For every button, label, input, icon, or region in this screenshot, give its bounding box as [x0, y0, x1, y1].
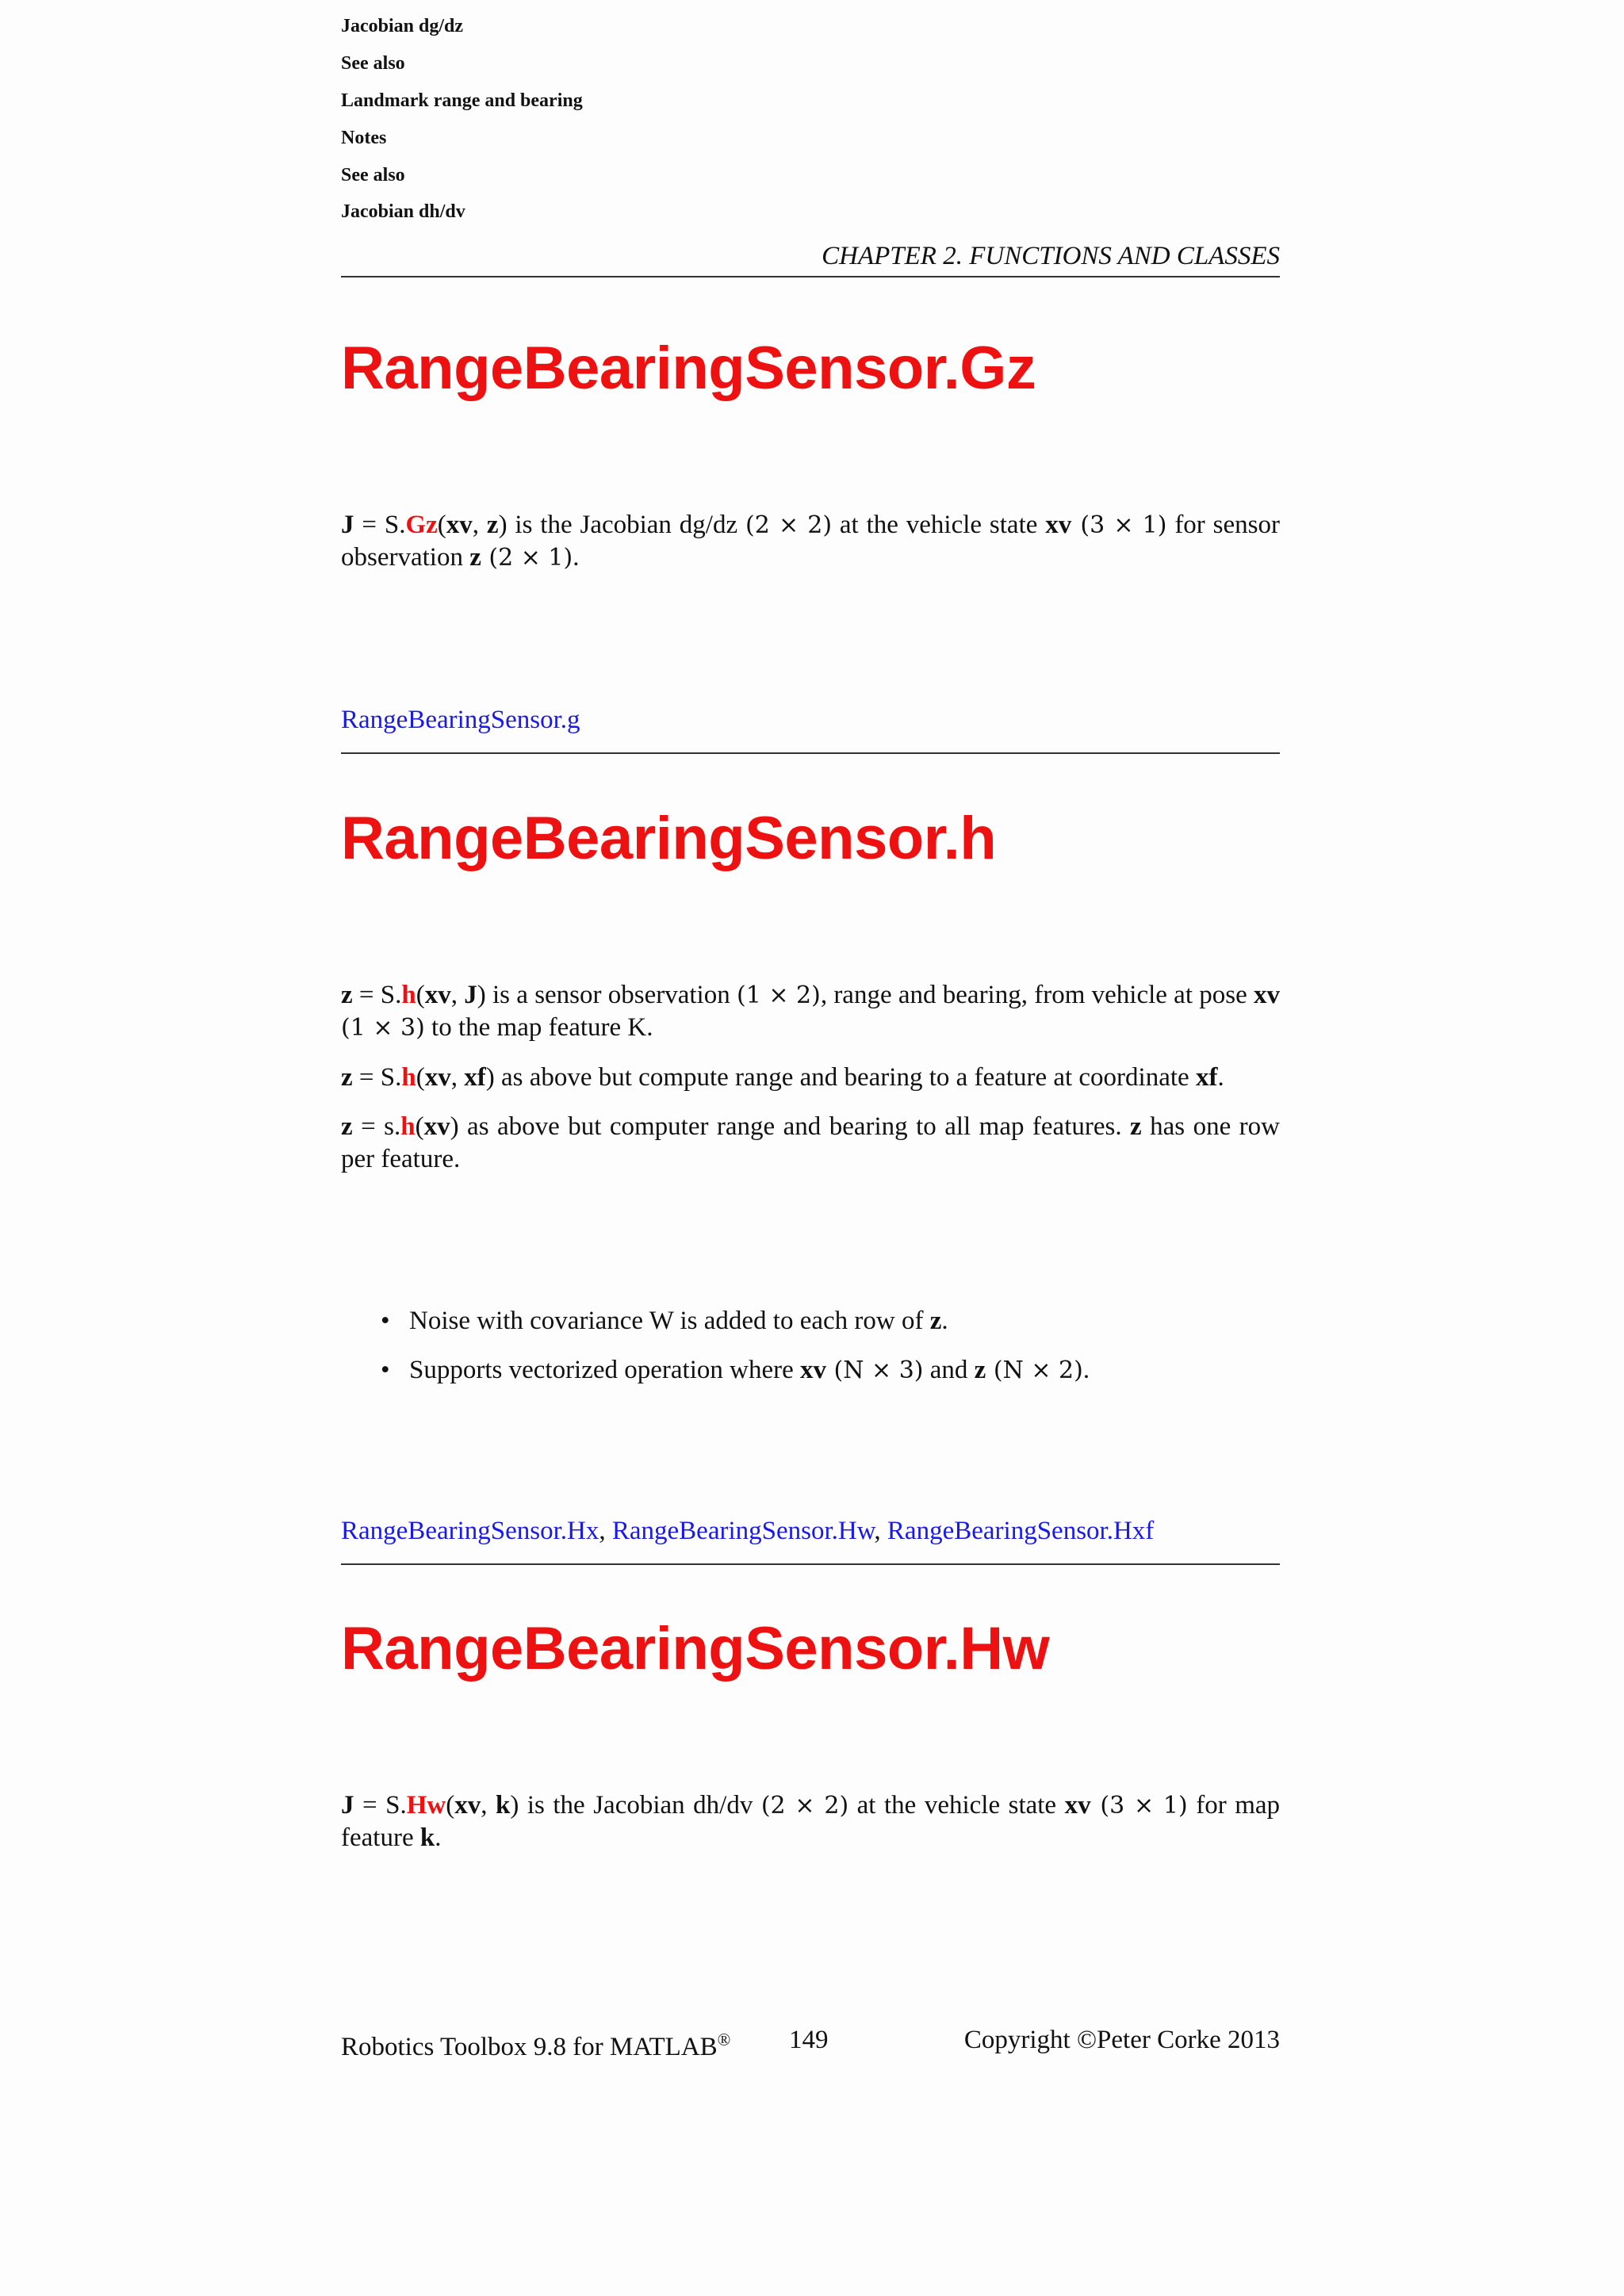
document-page	[341, 0, 1281, 2061]
section-divider	[341, 1563, 1280, 1565]
bullet-icon: •	[381, 1307, 390, 1335]
section-subtitle: Jacobian dh/dv	[341, 201, 465, 223]
section-title: RangeBearingSensor.Gz	[341, 335, 1036, 402]
gz-description: J = S.Gz(xv, z) is the Jacobian dg/dz (2 × 2) at the vehicle state xv (3 × 1) for sensor observation z (2 × 1).	[341, 511, 1280, 572]
h-description-3: z = s.h(xv) as above but computer range and bearing to all map features. z has one row per feature.	[341, 1112, 1280, 1173]
section-h	[341, 799, 1280, 878]
notes-heading: Notes	[341, 127, 387, 148]
section-divider	[341, 752, 1280, 754]
see-also-link-hx[interactable]: RangeBearingSensor.Hx	[341, 1517, 599, 1545]
notes-list	[341, 1305, 1280, 1403]
section-title: RangeBearingSensor.Hw	[341, 1615, 1050, 1682]
list-item: • Supports vectorized operation where xv (N × 3) and z (N × 2).	[341, 1354, 1280, 1387]
page-number: 149	[789, 2026, 829, 2054]
see-also-heading: See also	[341, 164, 405, 186]
see-also-links: RangeBearingSensor.Hx, RangeBearingSensor.Hw, RangeBearingSensor.Hxf	[341, 1517, 1155, 1545]
bullet-icon: •	[381, 1356, 390, 1384]
see-also-heading: See also	[341, 52, 405, 74]
section-gz	[341, 329, 1280, 408]
section-subtitle: Landmark range and bearing	[341, 90, 583, 111]
see-also-link-hw[interactable]: RangeBearingSensor.Hw	[611, 1517, 875, 1545]
section-subtitle: Jacobian dg/dz	[341, 15, 464, 36]
section-hw	[341, 1609, 1280, 1689]
section-title: RangeBearingSensor.h	[341, 805, 997, 872]
running-head: CHAPTER 2. FUNCTIONS AND CLASSES	[341, 238, 1280, 277]
h-description-1: z = S.h(xv, J) is a sensor observation (1 × 2), range and bearing, from vehicle at pose xv (1 × 3) to the map feature K.	[341, 981, 1280, 1042]
hw-description: J = S.Hw(xv, k) is the Jacobian dh/dv (2 × 2) at the vehicle state xv (3 × 1) for map feature k.	[341, 1791, 1281, 1852]
see-also-link-hxf[interactable]: RangeBearingSensor.Hxf	[887, 1517, 1155, 1545]
footer-title: Robotics Toolbox 9.8 for MATLAB®	[341, 2030, 731, 2061]
see-also-link-g[interactable]: RangeBearingSensor.g	[341, 706, 580, 734]
footer-copyright: Copyright ©Peter Corke 2013	[963, 2026, 1280, 2054]
h-description-2: z = S.h(xv, xf) as above but compute range and bearing to a feature at coordinate xf.	[341, 1063, 1224, 1092]
list-item: • Noise with covariance W is added to each row of z.	[341, 1305, 1280, 1337]
